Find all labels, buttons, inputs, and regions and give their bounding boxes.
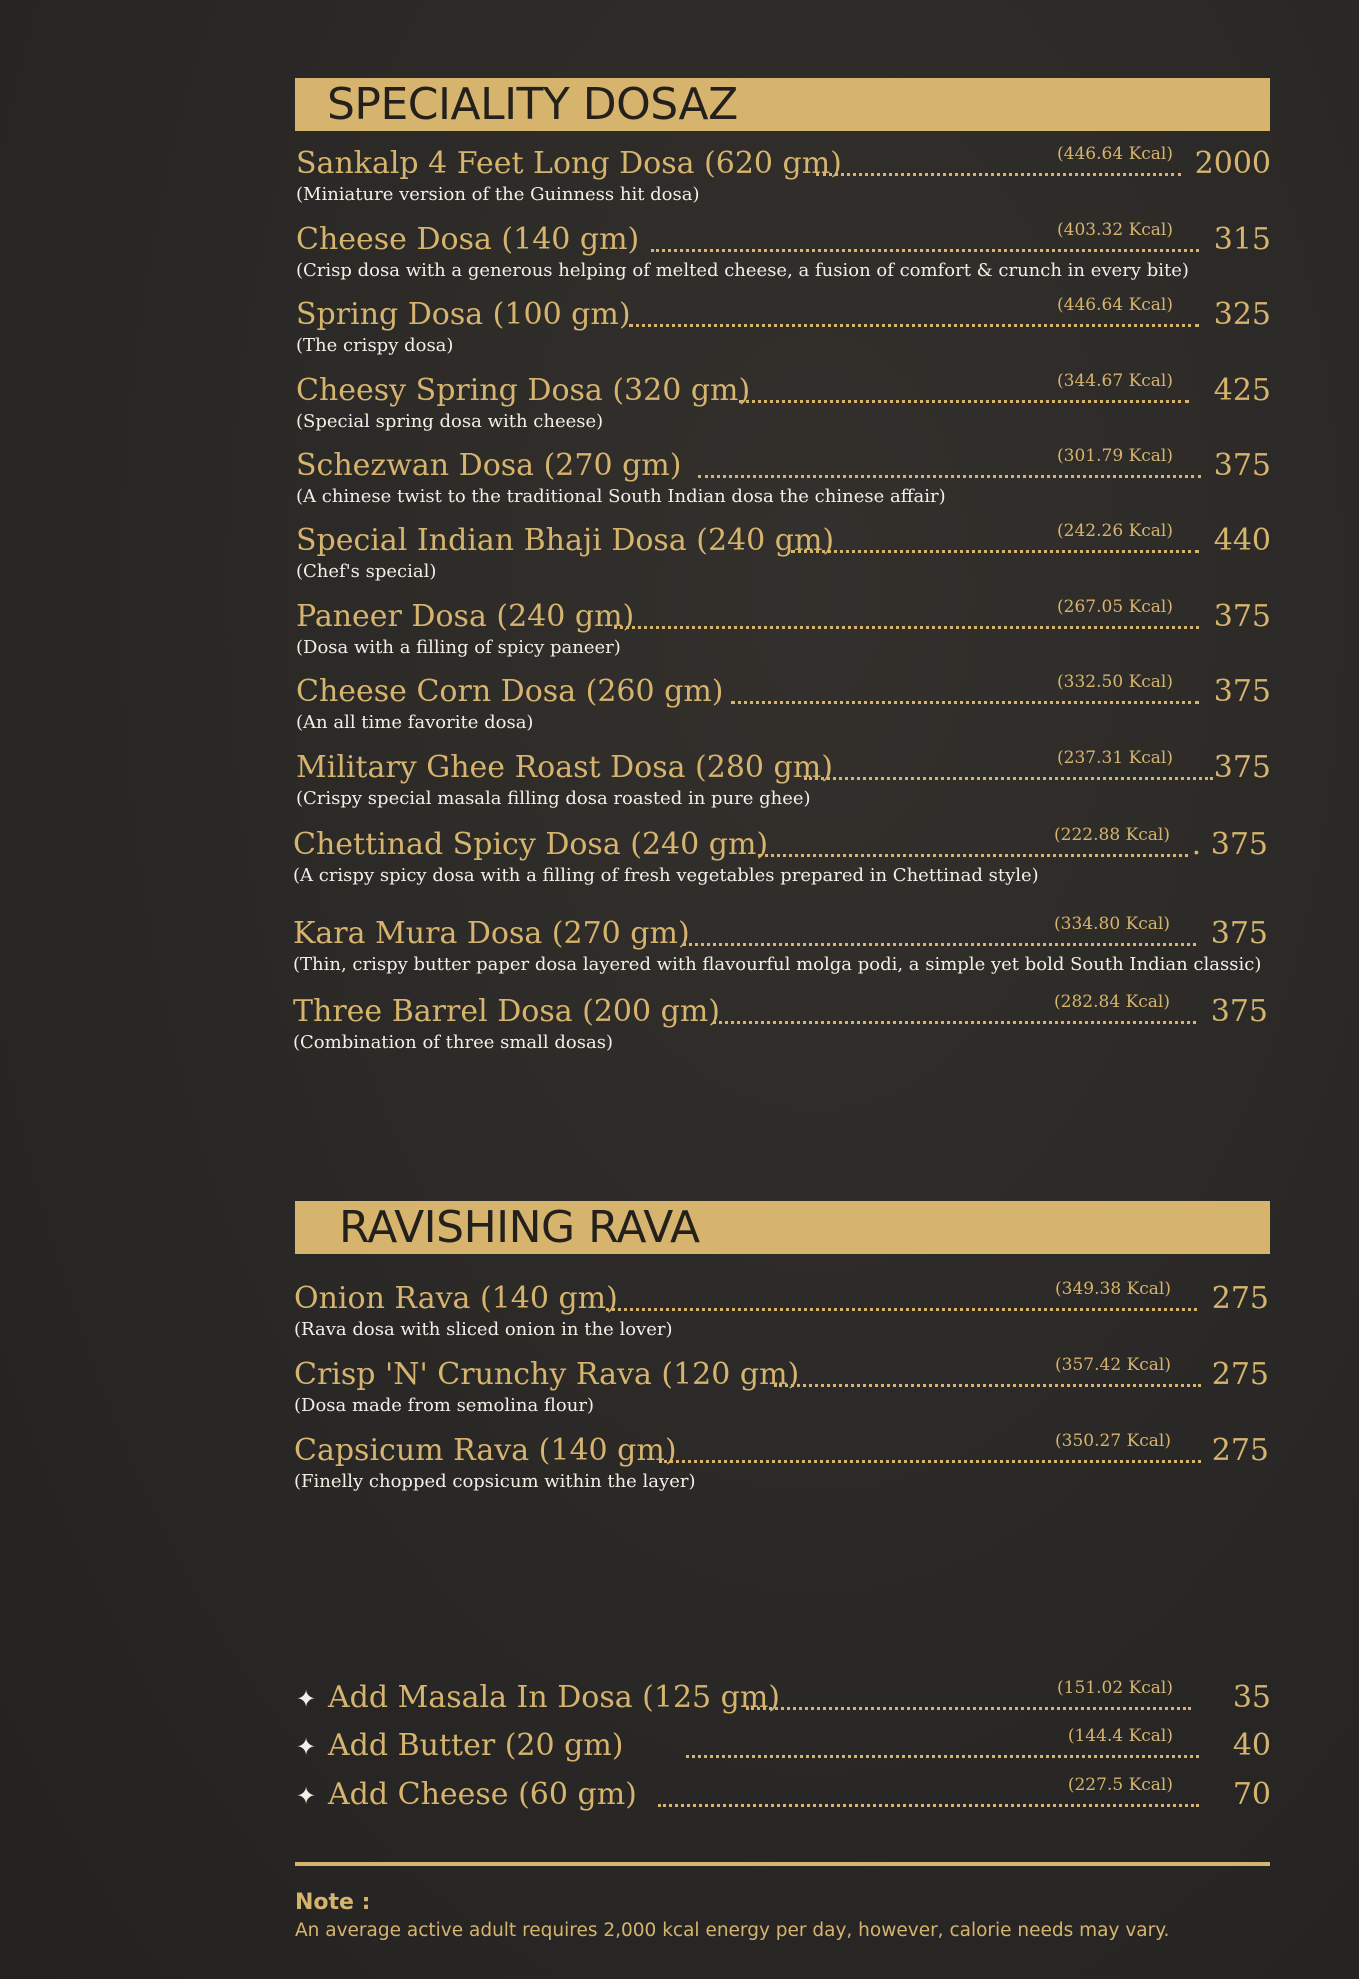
dot-leader — [683, 935, 1196, 946]
menu-item — [296, 218, 1271, 286]
item-name: Military Ghee Roast Dosa (280 gm) — [296, 750, 833, 785]
item-name: Crisp 'N' Crunchy Rava (120 gm) — [294, 1357, 800, 1392]
dot-leader — [658, 1796, 1199, 1807]
item-name: Paneer Dosa (240 gm) — [296, 599, 635, 634]
dot-leader — [791, 542, 1199, 553]
item-price: 315 — [1213, 222, 1271, 257]
item-name: Chettinad Spicy Dosa (240 gm) — [293, 827, 769, 862]
item-kcal: (446.64 Kcal) — [1057, 144, 1173, 164]
dot-leader — [651, 241, 1199, 252]
item-price: 325 — [1213, 297, 1271, 332]
item-kcal: (344.67 Kcal) — [1057, 371, 1173, 391]
item-description: (Chef's special) — [296, 561, 437, 582]
menu-item — [293, 912, 1268, 980]
item-price: 375 — [1213, 674, 1271, 709]
menu-item — [294, 1353, 1269, 1421]
dot-leader — [774, 1376, 1201, 1387]
speciality-banner — [295, 78, 1270, 131]
item-price: . 375 — [1191, 827, 1268, 862]
item-kcal: (349.38 Kcal) — [1055, 1279, 1171, 1299]
item-description: (Rava dosa with sliced onion in the lover) — [294, 1319, 673, 1340]
menu-item — [296, 670, 1271, 738]
item-kcal: (403.32 Kcal) — [1057, 220, 1173, 240]
speciality-title: SPECIALITY DOSAZ — [327, 79, 738, 130]
item-name: Cheesy Spring Dosa (320 gm) — [296, 373, 751, 408]
item-description: (A chinese twist to the traditional South Indian dosa the chinese affair) — [296, 486, 946, 507]
addon-item — [296, 1773, 1271, 1817]
item-name: Cheese Dosa (140 gm) — [296, 222, 640, 257]
dot-leader — [606, 1300, 1197, 1311]
item-price: 375 — [1210, 916, 1268, 951]
menu-item — [296, 519, 1271, 587]
dot-leader — [746, 1699, 1191, 1710]
menu-item — [294, 1277, 1269, 1345]
menu-item — [296, 142, 1271, 210]
item-description: (Special spring dosa with cheese) — [296, 411, 604, 432]
item-price: 275 — [1211, 1281, 1269, 1316]
item-description: (Finelly chopped copsicum within the layer) — [294, 1471, 696, 1492]
item-kcal: (446.64 Kcal) — [1057, 295, 1173, 315]
item-kcal: (242.26 Kcal) — [1057, 521, 1173, 541]
item-name: Capsicum Rava (140 gm) — [294, 1433, 677, 1468]
divider — [295, 1862, 1270, 1866]
item-price: 375 — [1210, 994, 1268, 1029]
item-name: Cheese Corn Dosa (260 gm) — [296, 674, 724, 709]
item-kcal: (282.84 Kcal) — [1054, 992, 1170, 1012]
item-name: Onion Rava (140 gm) — [294, 1281, 618, 1316]
item-price: 375 — [1213, 750, 1271, 785]
menu-item — [293, 990, 1268, 1058]
item-description: (Miniature version of the Guinness hit dosa) — [296, 184, 700, 205]
item-kcal: (350.27 Kcal) — [1055, 1431, 1171, 1451]
item-name: Kara Mura Dosa (270 gm) — [293, 916, 690, 951]
menu-item — [296, 746, 1271, 814]
item-kcal: (222.88 Kcal) — [1054, 825, 1170, 845]
addon-price: 40 — [1232, 1728, 1271, 1763]
item-price: 425 — [1213, 373, 1271, 408]
dot-leader — [758, 846, 1188, 857]
menu-item — [294, 1429, 1269, 1497]
dot-leader — [713, 1013, 1196, 1024]
item-kcal: (237.31 Kcal) — [1057, 748, 1173, 768]
item-description: (A crispy spicy dosa with a filling of fresh vegetables prepared in Chettinad style) — [293, 865, 1039, 886]
addon-name: Add Butter (20 gm) — [328, 1728, 624, 1763]
item-kcal: (301.79 Kcal) — [1057, 446, 1173, 466]
addon-item — [296, 1724, 1271, 1768]
item-price: 440 — [1213, 523, 1271, 558]
addon-name: Add Cheese (60 gm) — [328, 1777, 637, 1812]
menu-item — [296, 369, 1271, 437]
menu-item — [296, 293, 1271, 361]
note-text: An average active adult requires 2,000 kcal energy per day, however, calorie needs may vary. — [295, 1920, 1170, 1941]
note-label: Note : — [295, 1890, 371, 1915]
dot-leader — [698, 467, 1201, 478]
dot-leader — [739, 392, 1189, 403]
item-name: Sankalp 4 Feet Long Dosa (620 gm) — [296, 146, 842, 181]
sparkle-icon: ✦ — [296, 1733, 317, 1761]
item-description: (Combination of three small dosas) — [293, 1032, 613, 1053]
addon-kcal: (144.4 Kcal) — [1067, 1726, 1173, 1746]
dot-leader — [816, 165, 1181, 176]
dot-leader — [731, 693, 1199, 704]
rava-banner — [295, 1201, 1270, 1254]
item-price: 375 — [1213, 599, 1271, 634]
dot-leader — [629, 316, 1199, 327]
dot-leader — [614, 618, 1199, 629]
dot-leader — [686, 1747, 1199, 1758]
item-name: Three Barrel Dosa (200 gm) — [293, 994, 721, 1029]
item-price: 275 — [1211, 1357, 1269, 1392]
item-price: 275 — [1211, 1433, 1269, 1468]
menu-item — [296, 595, 1271, 663]
menu-item — [293, 823, 1268, 891]
item-name: Special Indian Bhaji Dosa (240 gm) — [296, 523, 835, 558]
addon-kcal: (151.02 Kcal) — [1057, 1678, 1173, 1698]
item-price: 375 — [1213, 448, 1271, 483]
addon-item — [296, 1676, 1271, 1720]
item-description: (The crispy dosa) — [296, 335, 454, 356]
item-kcal: (332.50 Kcal) — [1057, 672, 1173, 692]
sparkle-icon: ✦ — [296, 1685, 317, 1713]
item-description: (Dosa with a filling of spicy paneer) — [296, 637, 621, 658]
addon-price: 70 — [1232, 1777, 1271, 1812]
item-price: 2000 — [1194, 146, 1271, 181]
item-description: (Dosa made from semolina flour) — [294, 1395, 594, 1416]
addon-name: Add Masala In Dosa (125 gm) — [328, 1680, 781, 1715]
item-name: Schezwan Dosa (270 gm) — [296, 448, 682, 483]
item-name: Spring Dosa (100 gm) — [296, 297, 631, 332]
item-kcal: (357.42 Kcal) — [1055, 1355, 1171, 1375]
item-description: (Crisp dosa with a generous helping of melted cheese, a fusion of comfort & crunch in every bite) — [296, 260, 1189, 281]
dot-leader — [659, 1452, 1201, 1463]
item-description: (An all time favorite dosa) — [296, 712, 534, 733]
item-kcal: (267.05 Kcal) — [1057, 597, 1173, 617]
item-description: (Thin, crispy butter paper dosa layered with flavourful molga podi, a simple yet bold South Indian classic) — [293, 954, 1262, 975]
menu-item — [296, 444, 1271, 512]
sparkle-icon: ✦ — [296, 1782, 317, 1810]
item-kcal: (334.80 Kcal) — [1054, 914, 1170, 934]
item-description: (Crispy special masala filling dosa roasted in pure ghee) — [296, 788, 811, 809]
addon-kcal: (227.5 Kcal) — [1067, 1775, 1173, 1795]
dot-leader — [804, 769, 1213, 780]
rava-title: RAVISHING RAVA — [339, 1202, 700, 1253]
addon-price: 35 — [1232, 1680, 1271, 1715]
